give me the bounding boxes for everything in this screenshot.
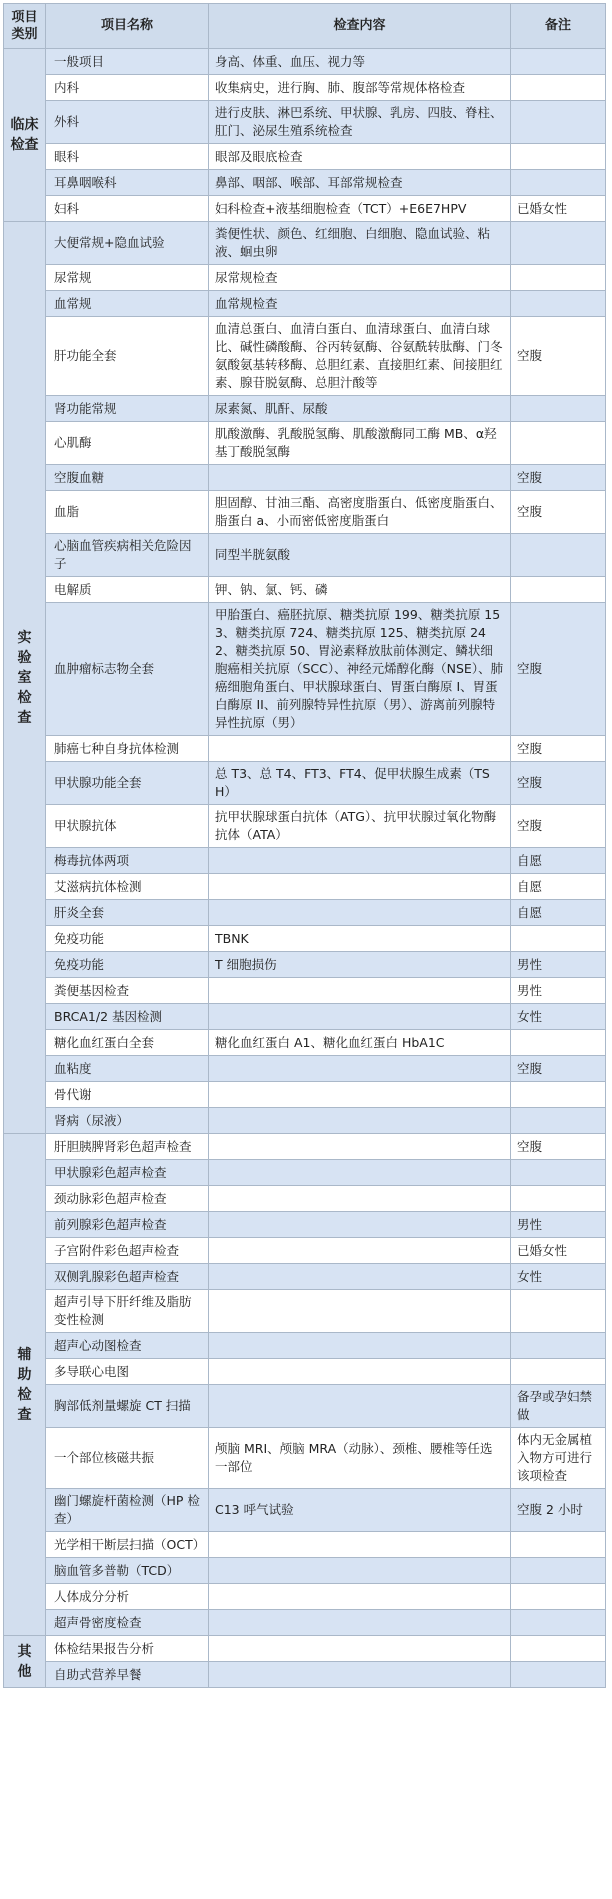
item-content-cell: 钾、钠、氯、钙、磷	[209, 577, 511, 603]
item-name-cell: 前列腺彩色超声检查	[46, 1212, 209, 1238]
item-content-cell	[209, 1290, 511, 1333]
item-name-cell: 肝炎全套	[46, 900, 209, 926]
item-content-cell: T 细胞损伤	[209, 952, 511, 978]
table-row	[4, 1532, 606, 1558]
table-row	[4, 805, 606, 848]
item-name-cell: 免疫功能	[46, 926, 209, 952]
item-name-cell: 外科	[46, 101, 209, 144]
table-row	[4, 1636, 606, 1662]
table-row	[4, 196, 606, 222]
item-name-cell: 梅毒抗体两项	[46, 848, 209, 874]
item-name-cell: 电解质	[46, 577, 209, 603]
item-remark-cell	[511, 1584, 606, 1610]
item-remark-cell: 空腹	[511, 465, 606, 491]
item-remark-cell: 空腹	[511, 1056, 606, 1082]
item-name-cell: 光学相干断层扫描（OCT）	[46, 1532, 209, 1558]
item-remark-cell: 空腹	[511, 603, 606, 736]
table-row	[4, 1160, 606, 1186]
item-name-cell: 眼科	[46, 144, 209, 170]
item-content-cell: 尿常规检查	[209, 265, 511, 291]
item-content-cell	[209, 1264, 511, 1290]
item-remark-cell: 女性	[511, 1264, 606, 1290]
table-row	[4, 1333, 606, 1359]
item-content-cell	[209, 1636, 511, 1662]
table-row	[4, 534, 606, 577]
table-row	[4, 762, 606, 805]
table-row	[4, 1108, 606, 1134]
item-name-cell: 人体成分分析	[46, 1584, 209, 1610]
item-remark-cell: 自愿	[511, 848, 606, 874]
category-cell	[4, 1134, 46, 1636]
category-label: 临床 检查	[10, 117, 39, 153]
item-name-cell: 血脂	[46, 491, 209, 534]
item-content-cell: 颅脑 MRI、颅脑 MRA（动脉）、颈椎、腰椎等任选一部位	[209, 1428, 511, 1489]
table-row	[4, 465, 606, 491]
item-content-cell: 收集病史，进行胸、肺、腹部等常规体格检查	[209, 75, 511, 101]
item-remark-cell	[511, 1558, 606, 1584]
item-name-cell: 双侧乳腺彩色超声检查	[46, 1264, 209, 1290]
header-name: 项目名称	[46, 4, 209, 49]
item-name-cell: 尿常规	[46, 265, 209, 291]
item-content-cell	[209, 1160, 511, 1186]
item-content-cell	[209, 1333, 511, 1359]
item-content-cell	[209, 1584, 511, 1610]
item-name-cell: 一个部位核磁共振	[46, 1428, 209, 1489]
item-remark-cell	[511, 577, 606, 603]
item-content-cell	[209, 1532, 511, 1558]
table-row	[4, 736, 606, 762]
item-content-cell: 妇科检查+液基细胞检查（TCT）+E6E7HPV	[209, 196, 511, 222]
item-name-cell: 妇科	[46, 196, 209, 222]
item-name-cell: 心肌酶	[46, 422, 209, 465]
item-remark-cell	[511, 926, 606, 952]
item-content-cell: 糖化血红蛋白 A1、糖化血红蛋白 HbA1C	[209, 1030, 511, 1056]
item-content-cell: 血常规检查	[209, 291, 511, 317]
table-row	[4, 926, 606, 952]
item-name-cell: 骨代谢	[46, 1082, 209, 1108]
table-row	[4, 491, 606, 534]
item-content-cell	[209, 1134, 511, 1160]
item-remark-cell: 备孕或孕妇禁做	[511, 1385, 606, 1428]
item-remark-cell	[511, 291, 606, 317]
item-content-cell	[209, 465, 511, 491]
item-content-cell	[209, 1108, 511, 1134]
item-content-cell	[209, 1212, 511, 1238]
item-content-cell	[209, 1082, 511, 1108]
item-remark-cell	[511, 1610, 606, 1636]
category-label: 实 验 室 检 查	[17, 629, 32, 726]
item-remark-cell: 女性	[511, 1004, 606, 1030]
item-name-cell: 肾功能常规	[46, 396, 209, 422]
item-remark-cell	[511, 1082, 606, 1108]
item-name-cell: 胸部低剂量螺旋 CT 扫描	[46, 1385, 209, 1428]
item-content-cell	[209, 978, 511, 1004]
table-row	[4, 222, 606, 265]
item-remark-cell	[511, 1333, 606, 1359]
item-name-cell: 粪便基因检查	[46, 978, 209, 1004]
table-row	[4, 1186, 606, 1212]
item-content-cell	[209, 736, 511, 762]
item-name-cell: 糖化血红蛋白全套	[46, 1030, 209, 1056]
item-content-cell	[209, 1238, 511, 1264]
item-remark-cell: 自愿	[511, 900, 606, 926]
item-name-cell: 超声心动图检查	[46, 1333, 209, 1359]
item-content-cell	[209, 874, 511, 900]
item-content-cell	[209, 1359, 511, 1385]
table-row	[4, 49, 606, 75]
item-content-cell	[209, 1558, 511, 1584]
table-row	[4, 577, 606, 603]
table-row	[4, 1584, 606, 1610]
item-content-cell	[209, 848, 511, 874]
item-name-cell: 内科	[46, 75, 209, 101]
item-name-cell: BRCA1/2 基因检测	[46, 1004, 209, 1030]
item-content-cell: 甲胎蛋白、癌胚抗原、糖类抗原 199、糖类抗原 153、糖类抗原 724、糖类抗原 125、糖类抗原 242、糖类抗原 50、胃泌素释放肽前体测定、鳞状细胞癌相关抗原（SCC）、神经元烯醇化酶（NSE）、肺癌细胞角蛋白、甲状腺球蛋白、胃蛋白酶原 I、胃蛋白酶原 II、前列腺特异性抗原（男）、游离前列腺特异性抗原（男）	[209, 603, 511, 736]
table-row	[4, 1428, 606, 1489]
item-content-cell: TBNK	[209, 926, 511, 952]
table-row	[4, 952, 606, 978]
table-row	[4, 422, 606, 465]
item-remark-cell	[511, 1030, 606, 1056]
item-name-cell: 耳鼻咽喉科	[46, 170, 209, 196]
item-remark-cell	[511, 222, 606, 265]
item-remark-cell: 空腹	[511, 317, 606, 396]
item-name-cell: 血常规	[46, 291, 209, 317]
item-name-cell: 艾滋病抗体检测	[46, 874, 209, 900]
item-content-cell: 同型半胱氨酸	[209, 534, 511, 577]
item-content-cell	[209, 1662, 511, 1688]
table-row	[4, 1082, 606, 1108]
item-content-cell: 血清总蛋白、血清白蛋白、血清球蛋白、血清白球比、碱性磷酸酶、谷丙转氨酶、谷氨酰转肽酶、门冬氨酸氨基转移酶、总胆红素、直接胆红素、间接胆红素、腺苷脱氨酶、总胆汁酸等	[209, 317, 511, 396]
table-row	[4, 1212, 606, 1238]
item-content-cell: 抗甲状腺球蛋白抗体（ATG）、抗甲状腺过氧化物酶抗体（ATA）	[209, 805, 511, 848]
item-remark-cell: 空腹	[511, 762, 606, 805]
item-remark-cell	[511, 1186, 606, 1212]
table-row	[4, 978, 606, 1004]
table-row	[4, 1290, 606, 1333]
item-name-cell: 肝胆胰脾肾彩色超声检查	[46, 1134, 209, 1160]
item-name-cell: 一般项目	[46, 49, 209, 75]
item-content-cell	[209, 900, 511, 926]
item-remark-cell	[511, 1290, 606, 1333]
table-row	[4, 1359, 606, 1385]
item-remark-cell	[511, 1359, 606, 1385]
item-remark-cell	[511, 1662, 606, 1688]
item-remark-cell: 男性	[511, 1212, 606, 1238]
table-row	[4, 317, 606, 396]
item-remark-cell: 已婚女性	[511, 1238, 606, 1264]
table-body	[4, 49, 606, 1688]
item-remark-cell	[511, 422, 606, 465]
category-cell	[4, 222, 46, 1134]
item-content-cell: 进行皮肤、淋巴系统、甲状腺、乳房、四肢、脊柱、肛门、泌尿生殖系统检查	[209, 101, 511, 144]
category-label: 其 他	[17, 1643, 32, 1680]
item-remark-cell	[511, 75, 606, 101]
item-content-cell	[209, 1004, 511, 1030]
item-remark-cell: 自愿	[511, 874, 606, 900]
item-name-cell: 颈动脉彩色超声检查	[46, 1186, 209, 1212]
item-content-cell	[209, 1610, 511, 1636]
item-name-cell: 甲状腺功能全套	[46, 762, 209, 805]
item-remark-cell	[511, 1532, 606, 1558]
item-content-cell	[209, 1385, 511, 1428]
table-row	[4, 1004, 606, 1030]
category-cell	[4, 1636, 46, 1688]
item-name-cell: 脑血管多普勒（TCD）	[46, 1558, 209, 1584]
table-row	[4, 1489, 606, 1532]
item-content-cell: 鼻部、咽部、喉部、耳部常规检查	[209, 170, 511, 196]
item-remark-cell	[511, 1108, 606, 1134]
table-row	[4, 1662, 606, 1688]
item-remark-cell: 空腹	[511, 491, 606, 534]
item-content-cell: 胆固醇、甘油三酯、高密度脂蛋白、低密度脂蛋白、脂蛋白 a、小而密低密度脂蛋白	[209, 491, 511, 534]
header-content: 检查内容	[209, 4, 511, 49]
item-content-cell: 尿素氮、肌酐、尿酸	[209, 396, 511, 422]
table-row	[4, 874, 606, 900]
item-remark-cell	[511, 396, 606, 422]
table-row	[4, 1238, 606, 1264]
item-name-cell: 多导联心电图	[46, 1359, 209, 1385]
item-name-cell: 甲状腺抗体	[46, 805, 209, 848]
header-remark: 备注	[511, 4, 606, 49]
item-remark-cell	[511, 144, 606, 170]
checkup-table	[3, 3, 606, 1688]
item-remark-cell: 空腹 2 小时	[511, 1489, 606, 1532]
table-row	[4, 1134, 606, 1160]
item-remark-cell: 空腹	[511, 1134, 606, 1160]
table-row	[4, 396, 606, 422]
item-remark-cell	[511, 1636, 606, 1662]
item-remark-cell	[511, 534, 606, 577]
table-row	[4, 603, 606, 736]
table-row	[4, 900, 606, 926]
item-name-cell: 幽门螺旋杆菌检测（HP 检查）	[46, 1489, 209, 1532]
table-row	[4, 1056, 606, 1082]
item-remark-cell	[511, 265, 606, 291]
item-remark-cell: 男性	[511, 952, 606, 978]
item-content-cell: C13 呼气试验	[209, 1489, 511, 1532]
item-name-cell: 甲状腺彩色超声检查	[46, 1160, 209, 1186]
item-name-cell: 免疫功能	[46, 952, 209, 978]
table-row	[4, 291, 606, 317]
table-row	[4, 170, 606, 196]
item-name-cell: 大便常规+隐血试验	[46, 222, 209, 265]
table-row	[4, 144, 606, 170]
item-name-cell: 空腹血糖	[46, 465, 209, 491]
item-name-cell: 血肿瘤标志物全套	[46, 603, 209, 736]
header-category-label: 项目 类别	[11, 10, 38, 42]
item-name-cell: 心脑血管疾病相关危险因子	[46, 534, 209, 577]
item-remark-cell: 空腹	[511, 736, 606, 762]
item-content-cell: 眼部及眼底检查	[209, 144, 511, 170]
item-content-cell	[209, 1056, 511, 1082]
item-name-cell: 血粘度	[46, 1056, 209, 1082]
table-row	[4, 1264, 606, 1290]
table-row	[4, 1558, 606, 1584]
item-name-cell: 肺癌七种自身抗体检测	[46, 736, 209, 762]
item-remark-cell	[511, 1160, 606, 1186]
item-content-cell: 肌酸激酶、乳酸脱氢酶、肌酸激酶同工酶 MB、α羟基丁酸脱氢酶	[209, 422, 511, 465]
item-name-cell: 肝功能全套	[46, 317, 209, 396]
table-row	[4, 1030, 606, 1056]
item-name-cell: 超声骨密度检查	[46, 1610, 209, 1636]
item-name-cell: 体检结果报告分析	[46, 1636, 209, 1662]
table-row	[4, 101, 606, 144]
item-name-cell: 子宫附件彩色超声检查	[46, 1238, 209, 1264]
category-cell	[4, 49, 46, 222]
table-header	[4, 4, 606, 49]
item-content-cell: 身高、体重、血压、视力等	[209, 49, 511, 75]
item-remark-cell: 男性	[511, 978, 606, 1004]
item-name-cell: 自助式营养早餐	[46, 1662, 209, 1688]
item-content-cell: 总 T3、总 T4、FT3、FT4、促甲状腺生成素（TSH）	[209, 762, 511, 805]
item-content-cell: 粪便性状、颜色、红细胞、白细胞、隐血试验、粘液、蛔虫卵	[209, 222, 511, 265]
category-label: 辅 助 检 查	[17, 1346, 32, 1423]
item-name-cell: 肾病（尿液）	[46, 1108, 209, 1134]
table-row	[4, 848, 606, 874]
item-name-cell: 超声引导下肝纤维及脂肪变性检测	[46, 1290, 209, 1333]
item-remark-cell	[511, 170, 606, 196]
item-remark-cell: 已婚女性	[511, 196, 606, 222]
header-category	[4, 4, 46, 49]
item-remark-cell	[511, 49, 606, 75]
table-row	[4, 1610, 606, 1636]
table-row	[4, 75, 606, 101]
item-remark-cell: 体内无金属植入物方可进行该项检查	[511, 1428, 606, 1489]
item-content-cell	[209, 1186, 511, 1212]
table-row	[4, 1385, 606, 1428]
item-remark-cell: 空腹	[511, 805, 606, 848]
item-remark-cell	[511, 101, 606, 144]
table-row	[4, 265, 606, 291]
